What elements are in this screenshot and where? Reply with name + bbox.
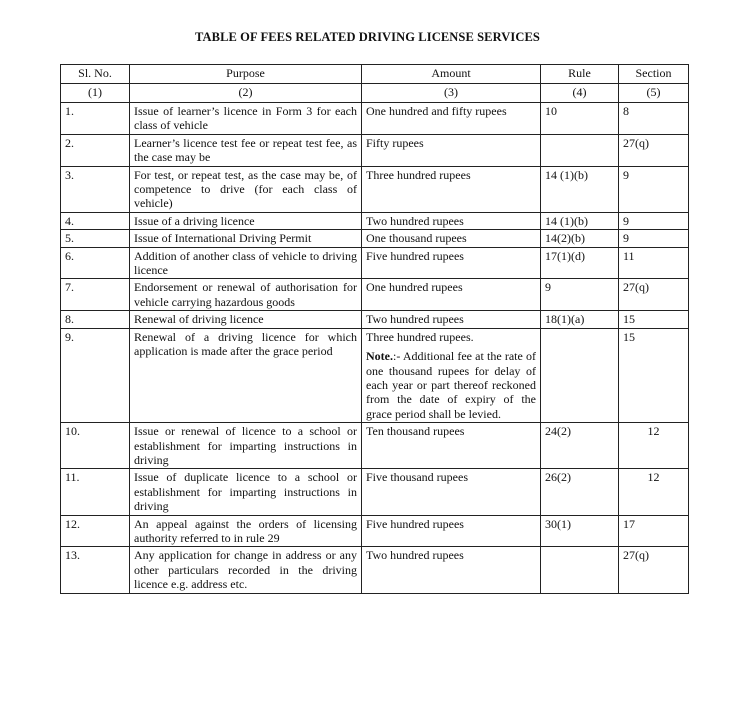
purpose-cell: Renewal of driving licence bbox=[130, 311, 362, 328]
column-number: (4) bbox=[541, 84, 619, 103]
sl-no-cell: 6. bbox=[61, 247, 130, 279]
rule-cell: 10 bbox=[541, 103, 619, 135]
section-cell: 11 bbox=[619, 247, 689, 279]
purpose-cell: Issue of International Driving Permit bbox=[130, 230, 362, 247]
amount-cell bbox=[362, 547, 541, 593]
table-row bbox=[61, 247, 689, 279]
amount-text: Ten thousand rupees bbox=[366, 424, 465, 439]
purpose-cell: An appeal against the orders of licensing authority referred to in rule 29 bbox=[130, 515, 362, 547]
rule-cell: 30(1) bbox=[541, 515, 619, 547]
table-row bbox=[61, 469, 689, 515]
purpose-cell: Issue or renewal of licence to a school or establishment for imparting instructions in driving bbox=[130, 423, 362, 469]
purpose-cell: Any application for change in address or any other particulars recorded in the driving licence e.g. address etc. bbox=[130, 547, 362, 593]
section-cell: 27(q) bbox=[619, 547, 689, 593]
table-row bbox=[61, 423, 689, 469]
amount-cell bbox=[362, 230, 541, 247]
purpose-cell: Endorsement or renewal of authorisation for vehicle carrying hazardous goods bbox=[130, 279, 362, 311]
note-label: Note. bbox=[366, 349, 393, 364]
rule-cell: 14(2)(b) bbox=[541, 230, 619, 247]
section-cell: 15 bbox=[619, 311, 689, 328]
column-number: (3) bbox=[362, 84, 541, 103]
column-number: (5) bbox=[619, 84, 689, 103]
rule-cell: 17(1)(d) bbox=[541, 247, 619, 279]
sl-no-cell: 9. bbox=[61, 328, 130, 422]
table-row bbox=[61, 212, 689, 229]
amount-text: Five hundred rupees bbox=[366, 516, 464, 531]
sl-no-cell: 13. bbox=[61, 547, 130, 593]
section-cell: 9 bbox=[619, 212, 689, 229]
sl-no-cell: 2. bbox=[61, 134, 130, 166]
amount-cell bbox=[362, 279, 541, 311]
sl-no-cell: 3. bbox=[61, 166, 130, 212]
amount-text: Five thousand rupees bbox=[366, 470, 468, 485]
sl-no-cell: 1. bbox=[61, 103, 130, 135]
column-number: (1) bbox=[61, 84, 130, 103]
purpose-cell: For test, or repeat test, as the case may be, of competence to drive (for each class of vehicle) bbox=[130, 166, 362, 212]
fees-table bbox=[60, 64, 689, 594]
amount-cell bbox=[362, 247, 541, 279]
section-cell: 27(q) bbox=[619, 279, 689, 311]
amount-cell bbox=[362, 134, 541, 166]
rule-cell: 14 (1)(b) bbox=[541, 212, 619, 229]
table-row bbox=[61, 134, 689, 166]
table-row bbox=[61, 311, 689, 328]
rule-cell bbox=[541, 134, 619, 166]
rule-cell: 18(1)(a) bbox=[541, 311, 619, 328]
section-cell: 27(q) bbox=[619, 134, 689, 166]
amount-text: Two hundred rupees bbox=[366, 548, 464, 563]
column-number-row bbox=[61, 84, 689, 103]
table-row bbox=[61, 103, 689, 135]
sl-no-cell: 11. bbox=[61, 469, 130, 515]
amount-text: Five hundred rupees bbox=[366, 248, 464, 263]
document-title: TABLE OF FEES RELATED DRIVING LICENSE SERVICES bbox=[195, 30, 540, 44]
amount-text: Three hundred rupees bbox=[366, 167, 471, 182]
sl-no-cell: 8. bbox=[61, 311, 130, 328]
section-cell: 9 bbox=[619, 166, 689, 212]
column-number: (2) bbox=[130, 84, 362, 103]
amount-cell bbox=[362, 469, 541, 515]
sl-no-cell: 7. bbox=[61, 279, 130, 311]
amount-cell bbox=[362, 311, 541, 328]
sl-no-cell: 4. bbox=[61, 212, 130, 229]
header-rule: Rule bbox=[541, 65, 619, 84]
note-text: :- Additional fee at the rate of one thousand rupees for delay of each year or part thereof reckoned from the date of expiry of the grace period shall be levied. bbox=[366, 349, 536, 421]
rule-cell bbox=[541, 328, 619, 422]
amount-cell bbox=[362, 328, 541, 422]
section-cell: 12 bbox=[619, 469, 689, 515]
table-row bbox=[61, 230, 689, 247]
amount-note bbox=[366, 349, 536, 421]
amount-text: Two hundred rupees bbox=[366, 213, 464, 228]
purpose-cell: Issue of duplicate licence to a school or establishment for imparting instructions in driving bbox=[130, 469, 362, 515]
amount-cell bbox=[362, 166, 541, 212]
amount-text: Fifty rupees bbox=[366, 135, 424, 150]
amount-cell bbox=[362, 515, 541, 547]
header-purpose: Purpose bbox=[130, 65, 362, 84]
amount-text: Two hundred rupees bbox=[366, 312, 464, 327]
header-section: Section bbox=[619, 65, 689, 84]
table-row bbox=[61, 279, 689, 311]
table-row bbox=[61, 547, 689, 593]
rule-cell: 26(2) bbox=[541, 469, 619, 515]
table-row bbox=[61, 515, 689, 547]
purpose-cell: Learner’s licence test fee or repeat test fee, as the case may be bbox=[130, 134, 362, 166]
rule-cell bbox=[541, 547, 619, 593]
amount-cell bbox=[362, 212, 541, 229]
rule-cell: 24(2) bbox=[541, 423, 619, 469]
amount-text: One thousand rupees bbox=[366, 231, 467, 246]
section-cell: 17 bbox=[619, 515, 689, 547]
header-sl-no: Sl. No. bbox=[61, 65, 130, 84]
purpose-cell: Issue of learner’s licence in Form 3 for each class of vehicle bbox=[130, 103, 362, 135]
purpose-cell: Addition of another class of vehicle to driving licence bbox=[130, 247, 362, 279]
section-cell: 15 bbox=[619, 328, 689, 422]
sl-no-cell: 12. bbox=[61, 515, 130, 547]
amount-cell bbox=[362, 103, 541, 135]
section-cell: 8 bbox=[619, 103, 689, 135]
amount-text: One hundred and fifty rupees bbox=[366, 104, 507, 118]
amount-text: Three hundred rupees. bbox=[366, 329, 474, 344]
header-amount: Amount bbox=[362, 65, 541, 84]
table-row bbox=[61, 328, 689, 422]
section-cell: 9 bbox=[619, 230, 689, 247]
header-row bbox=[61, 65, 689, 84]
rule-cell: 9 bbox=[541, 279, 619, 311]
rule-cell: 14 (1)(b) bbox=[541, 166, 619, 212]
purpose-cell: Issue of a driving licence bbox=[130, 212, 362, 229]
sl-no-cell: 5. bbox=[61, 230, 130, 247]
amount-text: One hundred rupees bbox=[366, 280, 463, 295]
purpose-cell: Renewal of a driving licence for which application is made after the grace period bbox=[130, 328, 362, 422]
table-row bbox=[61, 166, 689, 212]
sl-no-cell: 10. bbox=[61, 423, 130, 469]
section-cell: 12 bbox=[619, 423, 689, 469]
amount-cell bbox=[362, 423, 541, 469]
